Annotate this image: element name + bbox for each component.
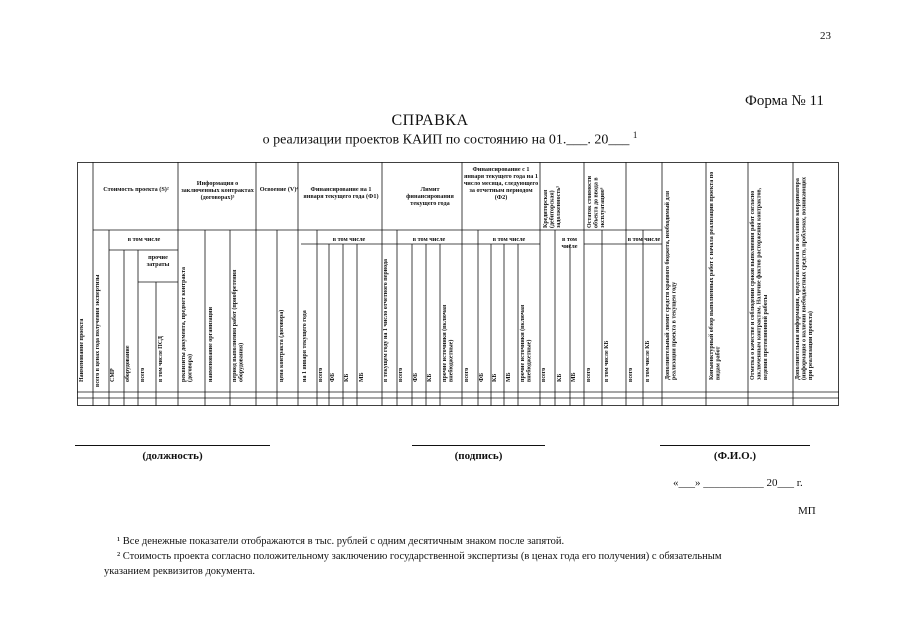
header-cost-other-total: всего <box>140 367 146 382</box>
header-extra-in-number: в том числе <box>627 236 661 243</box>
subtitle-text: о реализации проектов КАИП по состоянию на 01.___. 20___ <box>262 132 630 148</box>
header-volume-review: Конъюнктурный обзор выполненных работ с начала реализации проекта по видам работ <box>709 171 722 380</box>
header-cost-in-number: в том числе <box>127 236 161 243</box>
header-financing2-total: всего <box>464 367 470 382</box>
header-extra-kb: в том числе КБ <box>645 340 651 382</box>
document-subtitle <box>0 130 900 149</box>
signature-label: (подпись) <box>454 450 503 462</box>
header-limit-other: прочие источники (включая внебюджетные) <box>442 304 455 382</box>
header-limit-kb: КБ <box>427 373 433 382</box>
footnote-2: ² Стоимость проекта согласно положительному заключению государственной экспертизы (в ценах года его получения) с обязательным <box>117 551 722 562</box>
header-remainder-kb: в том числе КБ <box>604 340 610 382</box>
position-label: (должность) <box>142 450 203 462</box>
header-contracts-group: Информация о заключенных контрактах (договорах)³ <box>181 180 254 201</box>
header-remainder-total: всего <box>586 367 592 382</box>
header-cost-total: всего в ценах года получения экспертизы <box>95 274 101 387</box>
header-creditor-group: Кредиторская (дебиторская) задолженность⁵ <box>543 185 562 228</box>
header-cost-psd: в том числе ПСД <box>158 336 164 382</box>
header-cost-other: прочие затраты <box>146 254 170 268</box>
header-extra-info: Дополнительная информация, представляемая по желанию координатора (информация о наличии внебюджетных средств, проблемах, возникающих при реализации проекта) <box>795 177 814 380</box>
header-limit-fb: ФБ <box>413 372 419 382</box>
header-project-name: Наименование проекта <box>79 318 85 382</box>
header-financing-in-number: в том числе <box>332 236 366 243</box>
header-mastered-jan1: на 1 января текущего года <box>302 310 308 382</box>
header-limit-in-number: в том числе <box>412 236 446 243</box>
header-creditor-in-number: в том числе <box>561 236 578 250</box>
header-financing2-fb: ФБ <box>479 372 485 382</box>
header-extra-total: всего <box>628 367 634 382</box>
signature-line <box>412 445 545 446</box>
report-table <box>77 162 839 406</box>
header-financing2-other: прочие источники (включая внебюджетные) <box>520 304 533 382</box>
header-cost-smr: СМР <box>110 368 116 382</box>
header-additional-limit: Дополнительный лимит средств краевого бюджета, необходимый для реализации проекта в текущем году <box>665 190 678 380</box>
date-line: «___» ___________ 20___ г. <box>673 477 803 489</box>
header-limit-group: Лимит финансирования текущего года <box>406 186 454 207</box>
header-financing-group: Финансирование на 1 января текущего года (Ф1) <box>303 186 379 200</box>
footnote-2-cont: указанием реквизитов документа. <box>104 566 256 577</box>
header-financing2-kb: КБ <box>492 373 498 382</box>
header-cost-group: Стоимость проекта (S)² <box>103 186 169 193</box>
header-contract-details: реквизиты документа, предмет контракта (договора) <box>181 267 194 382</box>
fio-label: (Ф.И.О.) <box>713 450 757 462</box>
subtitle-footnote-mark: 1 <box>632 130 638 140</box>
header-financing-fb: ФБ <box>330 372 336 382</box>
form-number: Форма № 11 <box>745 93 824 109</box>
header-financing2-in-number: в том числе <box>492 236 526 243</box>
footnote-1: ¹ Все денежные показатели отображаются в тыс. рублей с одним десятичным знаком после запятой. <box>117 536 565 547</box>
header-creditor-mb: МБ <box>571 372 577 382</box>
header-contract-price: цена контракта (договора) <box>279 309 285 382</box>
header-financing-mb: МБ <box>359 372 365 382</box>
page-number: 23 <box>820 30 831 42</box>
header-limit-total: всего <box>398 367 404 382</box>
header-financing-kb: КБ <box>344 373 350 382</box>
fio-line <box>660 445 810 446</box>
document-title: СПРАВКА <box>391 112 469 129</box>
header-financing2-mb: МБ <box>506 372 512 382</box>
header-remainder-group: Остаток стоимости объекта до ввода в эксплуатацию⁶ <box>587 175 606 228</box>
header-cost-equipment: оборудование <box>125 345 131 382</box>
header-quality-note: Отметка о качестве и соблюдении сроков выполнения работ согласно заключенным контрактам. Наличие фактов расторжения контрактов, ведения претензионной работы <box>750 187 769 380</box>
header-mastered-group: Освоение (V)⁴ <box>259 186 299 193</box>
header-financing-total: всего <box>318 367 324 382</box>
header-mastered-current: в текущем году на 1 число отчетного периода <box>383 259 389 382</box>
header-creditor-kb: КБ <box>557 373 563 382</box>
header-creditor-total: всего <box>541 367 547 382</box>
header-financing2-group: Финансирование с 1 января текущего года на 1 число месяца, следующего за отчетным периодом (Ф2) <box>463 166 539 201</box>
seal-mark: МП <box>798 505 816 517</box>
header-contract-period: период выполнения работ (приобретения оборудования) <box>232 269 245 382</box>
position-line <box>75 445 270 446</box>
header-contract-org: наименование организации <box>208 306 214 382</box>
